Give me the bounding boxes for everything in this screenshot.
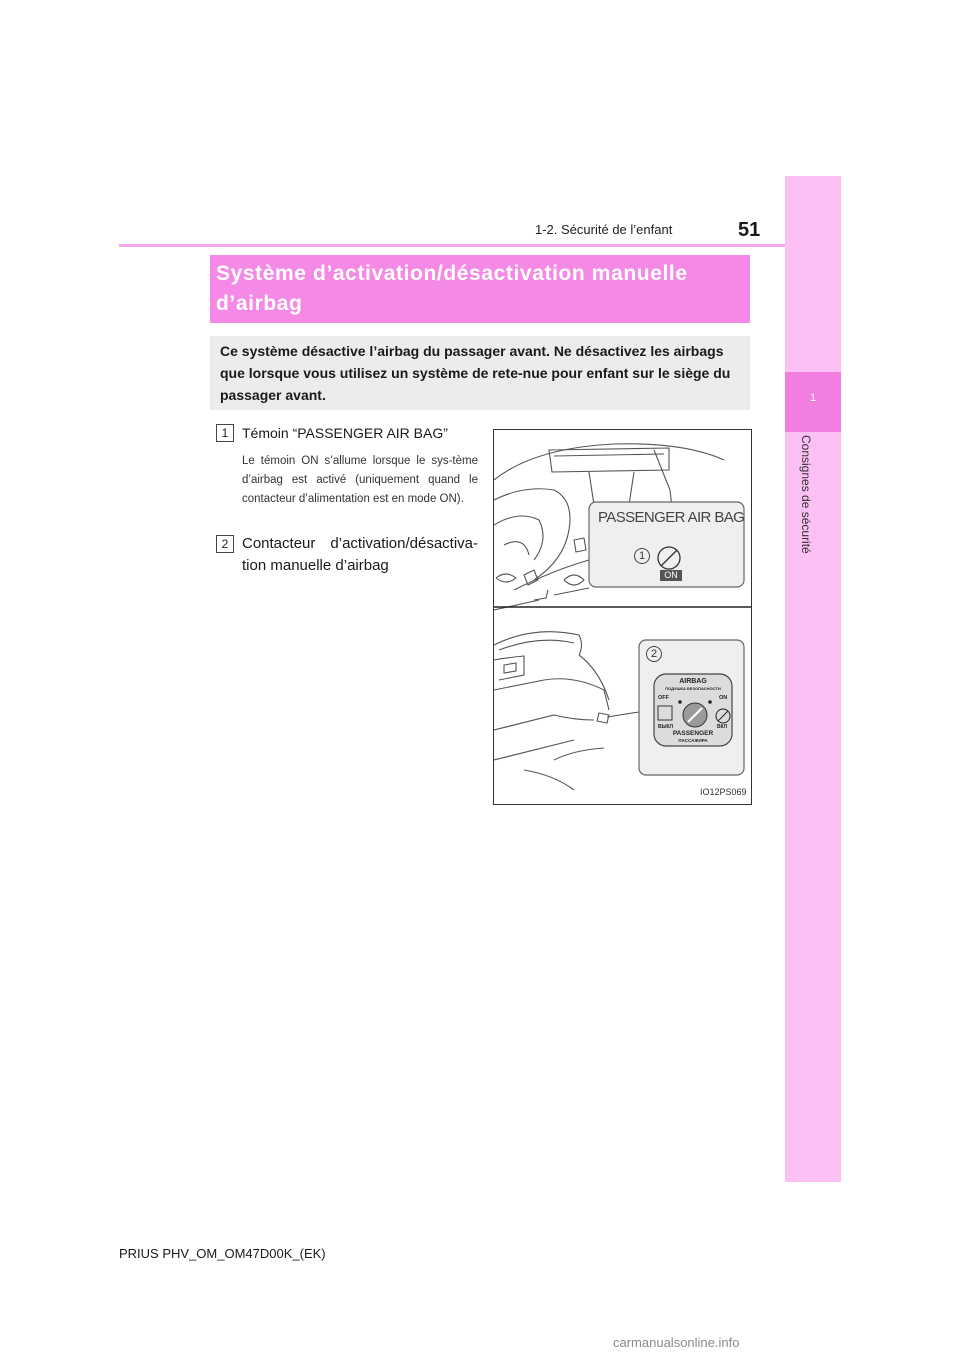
switch-label-airbag-ru: ПОДУШКА БЕЗОПАСНОСТИ <box>665 686 721 691</box>
dashboard-illustration <box>494 430 751 804</box>
switch-label-passenger: PASSENGER <box>672 730 714 737</box>
switch-label-airbag: AIRBAG <box>679 678 707 685</box>
switch-label-off-ru: ВЫКЛ <box>658 724 674 730</box>
item-number-1: 1 <box>216 424 234 442</box>
item-number-2: 2 <box>216 535 234 553</box>
page-number: 51 <box>738 219 761 241</box>
switch-label-passenger-ru: ПАССАЖИРА <box>678 738 708 743</box>
chapter-side-tab <box>785 176 841 1182</box>
switch-label-on-ru: ВКЛ <box>717 724 728 730</box>
item-desc-1: Le témoin ON s’allume lorsque le sys-tème d’airbag est activé (uniquement quand le contacteur d’alimentation est en mode ON). <box>242 455 478 505</box>
header-rule <box>119 244 841 247</box>
document-footer-code: PRIUS PHV_OM_OM47D00K_(EK) <box>119 1246 326 1261</box>
switch-label-on: ON <box>719 695 728 701</box>
intro-text: Ce système désactive l’airbag du passager avant. Ne désactivez les airbags que lorsque vous utilisez un système de rete-nue pour enfant sur le siège du passager avant. <box>220 343 731 403</box>
chapter-tab-label: Consignes de sécurité <box>799 435 813 554</box>
figure-code: IO12PS069 <box>700 787 747 797</box>
section-title: Système d’activation/désactivation manuelle d’airbag <box>216 262 688 315</box>
switch-label-off: OFF <box>658 695 669 701</box>
callout-passenger-air-bag-label: PASSENGER AIR BAG <box>598 509 745 526</box>
item-title-2: Contacteur d’activation/désactiva-tion manuelle d’airbag <box>242 535 478 574</box>
section-header: 1-2. Sécurité de l’enfant <box>535 222 673 237</box>
watermark: carmanualsonline.info <box>613 1335 740 1350</box>
callout-on-indicator: ON <box>664 570 678 580</box>
callout-number-2: 2 <box>646 646 662 662</box>
callout-number-1: 1 <box>634 548 650 564</box>
airbag-figure <box>493 429 752 805</box>
item-title-1: Témoin “PASSENGER AIR BAG” <box>242 425 448 441</box>
chapter-tab-number: 1 <box>809 392 817 404</box>
